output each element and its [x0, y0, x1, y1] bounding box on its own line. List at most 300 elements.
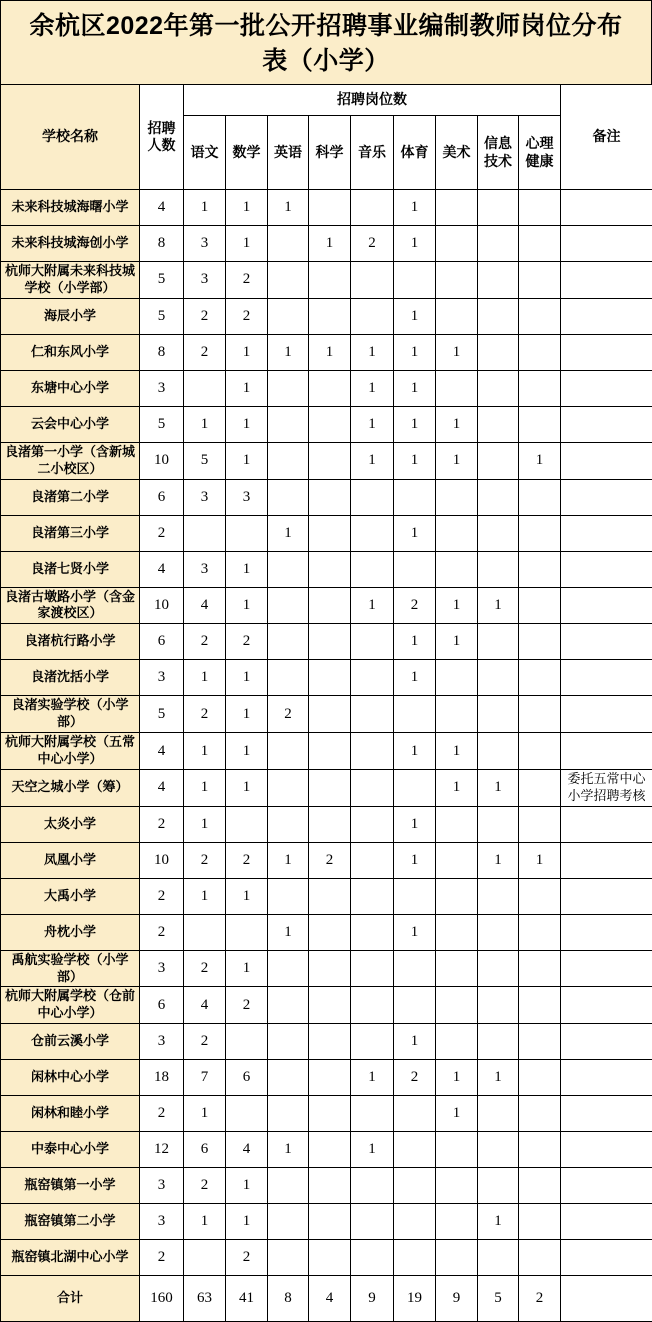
subject-value-cell	[309, 298, 351, 334]
subject-value-cell	[519, 624, 561, 660]
subject-value-cell: 1	[268, 1132, 309, 1168]
subject-value-cell	[478, 987, 519, 1024]
subject-value-cell	[478, 1240, 519, 1276]
subject-value-cell: 2	[226, 624, 268, 660]
table-row	[1, 1204, 652, 1240]
subject-value-cell	[519, 769, 561, 806]
subject-value-cell	[519, 1168, 561, 1204]
remark-cell	[561, 1240, 652, 1276]
recruit-count-cell: 3	[140, 1204, 184, 1240]
school-name-cell: 瓶窑镇北湖中心小学	[1, 1240, 140, 1276]
subject-value-cell	[519, 262, 561, 299]
school-name-cell: 仁和东风小学	[1, 334, 140, 370]
subject-value-cell	[309, 551, 351, 587]
recruit-count-cell: 3	[140, 950, 184, 987]
school-name-cell: 闲林和睦小学	[1, 1096, 140, 1132]
remark-cell	[561, 660, 652, 696]
subject-value-cell	[519, 806, 561, 842]
subject-value-cell	[309, 1024, 351, 1060]
subject-value-cell: 1	[478, 769, 519, 806]
remark-cell	[561, 1132, 652, 1168]
recruit-count-cell: 4	[140, 769, 184, 806]
subject-value-cell	[226, 1096, 268, 1132]
school-name-cell: 良渚七贤小学	[1, 551, 140, 587]
subject-value-cell	[519, 1204, 561, 1240]
subject-value-cell: 9	[351, 1276, 394, 1322]
subject-value-cell	[436, 298, 478, 334]
subject-value-cell: 1	[394, 624, 436, 660]
subject-value-cell: 3	[184, 226, 226, 262]
subject-value-cell: 1	[226, 551, 268, 587]
table-header	[1, 85, 652, 190]
subject-value-cell	[478, 479, 519, 515]
school-name-cell: 良渚第一小学（含新城二小校区）	[1, 442, 140, 479]
subject-value-cell: 2	[226, 987, 268, 1024]
subject-value-cell	[519, 479, 561, 515]
subject-value-cell	[309, 950, 351, 987]
subject-value-cell	[351, 806, 394, 842]
subject-value-cell	[351, 624, 394, 660]
subject-value-cell	[436, 696, 478, 733]
column-header-recruit-count: 招聘人数	[140, 85, 184, 190]
subject-value-cell	[478, 298, 519, 334]
subject-value-cell	[394, 479, 436, 515]
subject-value-cell	[309, 370, 351, 406]
subject-value-cell	[268, 733, 309, 770]
subject-value-cell	[226, 1024, 268, 1060]
subject-value-cell: 2	[226, 262, 268, 299]
subject-value-cell: 1	[226, 950, 268, 987]
table-row	[1, 551, 652, 587]
recruit-count-cell: 8	[140, 226, 184, 262]
subject-value-cell	[351, 914, 394, 950]
recruit-count-cell: 10	[140, 587, 184, 624]
subject-value-cell	[184, 1240, 226, 1276]
subject-value-cell	[351, 696, 394, 733]
subject-value-cell	[309, 660, 351, 696]
subject-value-cell	[268, 806, 309, 842]
recruit-count-cell: 160	[140, 1276, 184, 1322]
school-name-cell: 瓶窑镇第一小学	[1, 1168, 140, 1204]
subject-value-cell	[478, 551, 519, 587]
subject-value-cell: 7	[184, 1060, 226, 1096]
subject-value-cell: 1	[519, 842, 561, 878]
school-name-cell: 凤凰小学	[1, 842, 140, 878]
subject-value-cell	[268, 769, 309, 806]
subject-value-cell	[519, 1132, 561, 1168]
recruit-count-cell: 2	[140, 1240, 184, 1276]
subject-value-cell	[309, 769, 351, 806]
school-name-cell: 闲林中心小学	[1, 1060, 140, 1096]
subject-value-cell: 2	[394, 587, 436, 624]
subject-value-cell	[268, 878, 309, 914]
subject-value-cell: 2	[268, 696, 309, 733]
remark-cell	[561, 696, 652, 733]
table-body	[1, 190, 652, 1322]
subject-value-cell	[519, 1240, 561, 1276]
remark-cell: 委托五常中心小学招聘考核	[561, 769, 652, 806]
subject-value-cell: 1	[394, 806, 436, 842]
subject-value-cell	[351, 1240, 394, 1276]
subject-value-cell	[394, 1204, 436, 1240]
subject-value-cell	[436, 190, 478, 226]
column-header-subject: 信息技术	[478, 116, 519, 190]
subject-value-cell	[394, 878, 436, 914]
school-name-cell: 舟枕小学	[1, 914, 140, 950]
subject-value-cell: 1	[184, 769, 226, 806]
subject-value-cell	[309, 262, 351, 299]
subject-value-cell	[268, 1204, 309, 1240]
subject-value-cell	[268, 262, 309, 299]
recruit-count-cell: 2	[140, 515, 184, 551]
subject-value-cell	[436, 842, 478, 878]
recruit-count-cell: 3	[140, 1024, 184, 1060]
subject-value-cell	[478, 515, 519, 551]
subject-value-cell	[268, 406, 309, 442]
school-name-cell: 瓶窑镇第二小学	[1, 1204, 140, 1240]
subject-value-cell: 1	[394, 1024, 436, 1060]
subject-value-cell	[351, 1096, 394, 1132]
recruit-count-cell: 8	[140, 334, 184, 370]
subject-value-cell	[268, 1060, 309, 1096]
subject-value-cell	[226, 806, 268, 842]
subject-value-cell	[351, 842, 394, 878]
recruit-count-cell: 6	[140, 624, 184, 660]
subject-value-cell	[519, 950, 561, 987]
subject-value-cell	[351, 769, 394, 806]
subject-value-cell	[478, 226, 519, 262]
subject-value-cell	[268, 479, 309, 515]
subject-value-cell: 1	[394, 190, 436, 226]
subject-value-cell	[309, 515, 351, 551]
subject-value-cell	[268, 587, 309, 624]
school-name-cell: 天空之城小学（筹）	[1, 769, 140, 806]
subject-value-cell	[309, 1168, 351, 1204]
subject-value-cell	[309, 733, 351, 770]
remark-cell	[561, 334, 652, 370]
subject-value-cell: 2	[394, 1060, 436, 1096]
subject-value-cell	[394, 1168, 436, 1204]
recruit-count-cell: 5	[140, 406, 184, 442]
subject-value-cell: 2	[184, 1024, 226, 1060]
school-name-cell: 中泰中心小学	[1, 1132, 140, 1168]
subject-value-cell	[351, 551, 394, 587]
subject-value-cell	[519, 551, 561, 587]
subject-value-cell: 1	[226, 587, 268, 624]
subject-value-cell	[351, 1204, 394, 1240]
subject-value-cell: 1	[394, 515, 436, 551]
remark-cell	[561, 190, 652, 226]
recruit-count-cell: 12	[140, 1132, 184, 1168]
subject-value-cell	[268, 370, 309, 406]
subject-value-cell: 1	[184, 660, 226, 696]
subject-value-cell	[184, 515, 226, 551]
school-name-cell: 东塘中心小学	[1, 370, 140, 406]
recruit-count-cell: 2	[140, 1096, 184, 1132]
subject-value-cell: 1	[436, 587, 478, 624]
recruit-count-cell: 4	[140, 551, 184, 587]
subject-value-cell	[351, 1168, 394, 1204]
table-row	[1, 842, 652, 878]
recruit-count-cell: 5	[140, 298, 184, 334]
column-header-school: 学校名称	[1, 85, 140, 190]
column-header-subject: 体育	[394, 116, 436, 190]
column-header-remark: 备注	[561, 85, 652, 190]
recruit-count-cell: 6	[140, 987, 184, 1024]
subject-value-cell	[351, 1024, 394, 1060]
remark-cell	[561, 226, 652, 262]
school-name-cell: 未来科技城海创小学	[1, 226, 140, 262]
recruit-count-cell: 10	[140, 442, 184, 479]
subject-value-cell: 1	[268, 842, 309, 878]
subject-value-cell: 1	[351, 370, 394, 406]
table-row	[1, 515, 652, 551]
subject-value-cell	[478, 1168, 519, 1204]
subject-value-cell: 2	[184, 950, 226, 987]
subject-value-cell: 4	[184, 987, 226, 1024]
column-header-subject: 英语	[268, 116, 309, 190]
school-name-cell: 良渚第二小学	[1, 479, 140, 515]
subject-value-cell: 1	[226, 1168, 268, 1204]
subject-value-cell	[226, 914, 268, 950]
table-row	[1, 226, 652, 262]
subject-value-cell	[478, 806, 519, 842]
subject-value-cell	[478, 1096, 519, 1132]
table-row	[1, 624, 652, 660]
subject-value-cell: 3	[184, 551, 226, 587]
subject-value-cell	[309, 914, 351, 950]
subject-value-cell	[394, 1240, 436, 1276]
remark-cell	[561, 1168, 652, 1204]
subject-value-cell	[394, 769, 436, 806]
column-header-subject: 心理健康	[519, 116, 561, 190]
subject-value-cell	[268, 1240, 309, 1276]
subject-value-cell	[268, 1024, 309, 1060]
subject-value-cell	[394, 551, 436, 587]
subject-value-cell: 1	[351, 1132, 394, 1168]
subject-value-cell	[436, 987, 478, 1024]
subject-value-cell	[478, 914, 519, 950]
subject-value-cell	[184, 914, 226, 950]
subject-value-cell	[309, 987, 351, 1024]
recruit-count-cell: 2	[140, 806, 184, 842]
recruit-count-cell: 10	[140, 842, 184, 878]
subject-value-cell	[478, 950, 519, 987]
subject-value-cell	[478, 334, 519, 370]
subject-value-cell: 1	[309, 334, 351, 370]
subject-value-cell	[478, 733, 519, 770]
table-row	[1, 733, 652, 770]
subject-value-cell: 1	[394, 842, 436, 878]
subject-value-cell	[519, 370, 561, 406]
school-name-cell: 良渚古墩路小学（含金家渡校区）	[1, 587, 140, 624]
recruit-count-cell: 2	[140, 878, 184, 914]
subject-value-cell	[268, 660, 309, 696]
subject-value-cell: 1	[394, 298, 436, 334]
subject-value-cell: 2	[184, 334, 226, 370]
subject-value-cell: 1	[226, 660, 268, 696]
subject-value-cell: 1	[184, 1204, 226, 1240]
subject-value-cell: 2	[184, 298, 226, 334]
subject-value-cell	[436, 1240, 478, 1276]
table-row	[1, 190, 652, 226]
subject-value-cell	[309, 1060, 351, 1096]
subject-value-cell	[519, 190, 561, 226]
remark-cell	[561, 442, 652, 479]
subject-value-cell	[436, 914, 478, 950]
table-row	[1, 406, 652, 442]
table-row	[1, 660, 652, 696]
subject-value-cell	[351, 733, 394, 770]
positions-table	[0, 84, 652, 1322]
subject-value-cell	[309, 806, 351, 842]
remark-cell	[561, 551, 652, 587]
school-name-cell: 良渚沈括小学	[1, 660, 140, 696]
subject-value-cell: 1	[394, 660, 436, 696]
subject-value-cell	[436, 878, 478, 914]
subject-value-cell: 1	[394, 334, 436, 370]
subject-value-cell	[309, 1132, 351, 1168]
subject-value-cell: 6	[226, 1060, 268, 1096]
subject-value-cell	[309, 696, 351, 733]
subject-value-cell	[309, 442, 351, 479]
recruit-count-cell: 4	[140, 733, 184, 770]
remark-cell	[561, 624, 652, 660]
subject-value-cell: 5	[184, 442, 226, 479]
table-row	[1, 696, 652, 733]
subject-value-cell	[394, 1132, 436, 1168]
subject-value-cell: 1	[351, 406, 394, 442]
subject-value-cell: 1	[351, 587, 394, 624]
subject-value-cell	[394, 950, 436, 987]
total-label-cell: 合计	[1, 1276, 140, 1322]
subject-value-cell: 5	[478, 1276, 519, 1322]
school-name-cell: 禹航实验学校（小学部）	[1, 950, 140, 987]
subject-value-cell	[436, 515, 478, 551]
subject-value-cell: 19	[394, 1276, 436, 1322]
remark-cell	[561, 370, 652, 406]
table-row	[1, 442, 652, 479]
subject-value-cell	[268, 298, 309, 334]
subject-value-cell	[309, 1096, 351, 1132]
subject-value-cell	[478, 190, 519, 226]
subject-value-cell: 2	[226, 842, 268, 878]
school-name-cell: 杭师大附属学校（五常中心小学）	[1, 733, 140, 770]
remark-cell	[561, 406, 652, 442]
subject-value-cell	[268, 987, 309, 1024]
subject-value-cell: 4	[309, 1276, 351, 1322]
subject-value-cell	[351, 987, 394, 1024]
page-title: 余杭区2022年第一批公开招聘事业编制教师岗位分布表（小学）	[0, 0, 652, 85]
subject-value-cell: 1	[226, 1204, 268, 1240]
table-row	[1, 1060, 652, 1096]
subject-value-cell	[436, 262, 478, 299]
remark-cell	[561, 262, 652, 299]
table-row	[1, 950, 652, 987]
subject-value-cell	[478, 660, 519, 696]
recruit-count-cell: 4	[140, 190, 184, 226]
recruit-count-cell: 2	[140, 914, 184, 950]
table-row	[1, 1168, 652, 1204]
subject-value-cell: 1	[184, 806, 226, 842]
subject-value-cell: 1	[226, 769, 268, 806]
subject-value-cell	[519, 733, 561, 770]
subject-value-cell: 2	[519, 1276, 561, 1322]
subject-value-cell: 1	[394, 406, 436, 442]
remark-cell	[561, 1024, 652, 1060]
school-name-cell: 云会中心小学	[1, 406, 140, 442]
remark-cell	[561, 733, 652, 770]
column-header-subject: 科学	[309, 116, 351, 190]
subject-value-cell: 2	[184, 1168, 226, 1204]
school-name-cell: 良渚第三小学	[1, 515, 140, 551]
subject-value-cell	[478, 370, 519, 406]
subject-value-cell	[394, 696, 436, 733]
subject-value-cell: 1	[226, 696, 268, 733]
recruit-count-cell: 6	[140, 479, 184, 515]
subject-value-cell: 1	[351, 334, 394, 370]
subject-value-cell: 41	[226, 1276, 268, 1322]
subject-value-cell: 1	[436, 1060, 478, 1096]
subject-value-cell: 1	[436, 733, 478, 770]
remark-cell	[561, 1096, 652, 1132]
subject-value-cell	[309, 587, 351, 624]
table-row	[1, 1240, 652, 1276]
table-row	[1, 479, 652, 515]
subject-value-cell: 1	[436, 1096, 478, 1132]
subject-value-cell	[309, 1204, 351, 1240]
table-row	[1, 1132, 652, 1168]
subject-value-cell: 1	[226, 878, 268, 914]
subject-value-cell	[478, 262, 519, 299]
remark-cell	[561, 298, 652, 334]
remark-cell	[561, 806, 652, 842]
subject-value-cell: 1	[309, 226, 351, 262]
subject-value-cell: 1	[394, 370, 436, 406]
remark-cell	[561, 515, 652, 551]
table-row	[1, 298, 652, 334]
table-row	[1, 1096, 652, 1132]
column-header-subject: 语文	[184, 116, 226, 190]
subject-value-cell	[351, 262, 394, 299]
table-row	[1, 987, 652, 1024]
subject-value-cell	[519, 587, 561, 624]
subject-value-cell: 1	[268, 190, 309, 226]
recruit-count-cell: 5	[140, 262, 184, 299]
total-row	[1, 1276, 652, 1322]
subject-value-cell	[436, 1204, 478, 1240]
subject-value-cell: 1	[184, 878, 226, 914]
subject-value-cell: 1	[268, 515, 309, 551]
subject-value-cell: 3	[184, 479, 226, 515]
subject-value-cell: 1	[436, 769, 478, 806]
subject-value-cell: 1	[226, 226, 268, 262]
subject-value-cell	[436, 950, 478, 987]
subject-value-cell	[309, 624, 351, 660]
school-name-cell: 杭师大附属未来科技城学校（小学部）	[1, 262, 140, 299]
subject-value-cell	[436, 1132, 478, 1168]
subject-value-cell	[519, 1096, 561, 1132]
school-name-cell: 良渚实验学校（小学部）	[1, 696, 140, 733]
recruit-count-cell: 5	[140, 696, 184, 733]
school-name-cell: 杭师大附属学校（仓前中心小学）	[1, 987, 140, 1024]
subject-value-cell	[394, 262, 436, 299]
subject-value-cell: 1	[478, 587, 519, 624]
subject-value-cell: 1	[436, 406, 478, 442]
subject-value-cell	[519, 226, 561, 262]
subject-value-cell	[351, 479, 394, 515]
table-row	[1, 878, 652, 914]
